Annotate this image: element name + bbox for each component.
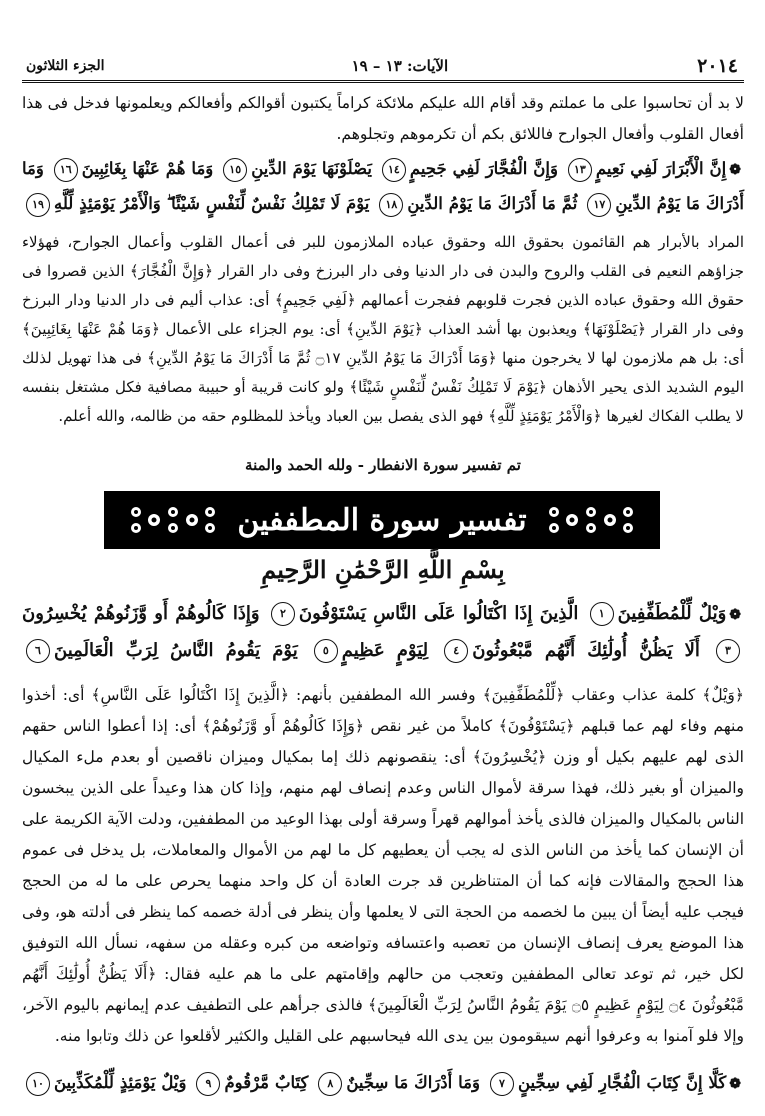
verse-number: ٣ [716, 639, 740, 663]
part-label: الجزء الثلاثون [26, 58, 105, 74]
verse-number: ١٩ [26, 193, 50, 217]
verse-text: وَإِنَّ الْفُجَّارَ لَفِي جَحِيمٍ [409, 159, 558, 178]
verse-number: ١٦ [54, 158, 78, 182]
quran-verses-block-3 [22, 1066, 744, 1101]
verse-number: ١٧ [587, 193, 611, 217]
quran-verses-block-1 [22, 152, 744, 220]
verse-number: ١٨ [379, 193, 403, 217]
ornament-icon [118, 500, 228, 540]
closing-line: تم تفسير سورة الانفطار - ولله الحمد والمنة [245, 456, 521, 474]
verse-text: الَّذِينَ إِذَا اكْتَالُوا عَلَى النَّاسِ يَسْتَوْفُونَ [298, 603, 579, 624]
verse-number: ١٣ [568, 158, 592, 182]
verse-text: كِتَابٌ مَّرْقُومٌ [224, 1073, 309, 1092]
verse-number: ١ [590, 602, 614, 626]
verse-number: ٤ [444, 639, 468, 663]
verse-text: يَوْمَ يَقُومُ النَّاسُ لِرَبِّ الْعَالَمِينَ [54, 640, 298, 661]
verse-text: وَإِذَا كَالُوهُمْ أَو وَّزَنُوهُمْ يُخْسِرُونَ [22, 603, 260, 624]
verse-number: ٧ [490, 1072, 514, 1096]
verse-number: ٨ [318, 1072, 342, 1096]
verse-text: يَوْمَ لَا تَمْلِكُ نَفْسٌ لِّنَفْسٍ شَيْئًا ۖ وَالْأَمْرُ يَوْمَئِذٍ لِّلَّهِ [54, 194, 370, 213]
verse-number: ٢ [271, 602, 295, 626]
verse-text: كَلَّا إِنَّ كِتَابَ الْفُجَّارِ لَفِي سِجِّينٍ [517, 1073, 727, 1092]
verse-number: ١٤ [382, 158, 406, 182]
verse-text: وَمَا أَدْرَاكَ مَا يَوْمُ الدِّينِ [22, 159, 744, 213]
verse-text: إِنَّ الْأَبْرَارَ لَفِي نَعِيمٍ [595, 159, 727, 178]
verse-number: ١٥ [223, 158, 247, 182]
basmala: بِسْمِ اللَّهِ الرَّحْمَٰنِ الرَّحِيمِ [261, 555, 505, 584]
verse-number: ١٠ [26, 1072, 50, 1096]
verse-ornament-icon: ❁ [729, 607, 741, 623]
surah-title-banner [104, 491, 660, 549]
verse-number: ٦ [26, 639, 50, 663]
verse-number: ٥ [314, 639, 338, 663]
page-number: ٢٠١٤ [697, 55, 738, 77]
verse-text: وَمَا هُمْ عَنْهَا بِغَائِبِينَ [81, 159, 214, 178]
commentary-paragraph-1: لا بد أن تحاسبوا على ما عملتم وقد أقام الله عليكم ملائكة كراماً يكتبون أقوالكم وأفعالكم ويعلمونها فدخل فى هذا أفعال القلوب وأفعال الجوارح فاللائق بكم أن تكرموهم وتجلوهم. [22, 94, 744, 143]
ornament-icon [536, 500, 646, 540]
surah-title: تفسير سورة المطففين [237, 502, 527, 538]
quran-verses-block-2 [22, 596, 744, 669]
verse-ornament-icon: ❁ [729, 162, 741, 178]
verse-text: وَمَا أَدْرَاكَ مَا سِجِّينٌ [346, 1073, 480, 1092]
verse-number: ٩ [196, 1072, 220, 1096]
page-header [22, 52, 744, 83]
commentary-paragraph-3: ﴿وَيْلٌ﴾ كلمة عذاب وعقاب ﴿لِّلْمُطَفِّفِينَ﴾ وفسر الله المطففين بأنهم: ﴿الَّذِينَ إِذَا اكْتَالُوا عَلَى النَّاسِ﴾ أى: أخذوا منهم وفاء لهم عما قبلهم ﴿يَسْتَوْفُونَ﴾ كاملاً من غير نقص ﴿وَإِذَا كَالُوهُمْ أَو وَّزَنُوهُمْ﴾ أى: إذا أعطوا الناس حقهم الذى لهم عليهم بكيل أو وزن ﴿يُخْسِرُونَ﴾ أى: ينقصونهم ذلك إما بمكيال وميزان ناقصين أو بعدم ملء المكيال والميزان أو بغير ذلك، فهذا سرقة لأموال الناس وعدم إنصاف لهم منهم، وإذا كان هذا وعيداً على الذين يبخسون الناس بالمكيال والميزان فالذى يأخذ أموالهم قهراً وسرقة أولى بهذا الوعيد من المطففين، ودلت الآية الكريمة على أن الإنسان كما يأخذ من الناس الذى له يجب أن يعطيهم كل ما لهم من الأموال والمعاملات، بل يدخل فى عموم هذا الحجج والمقالات فإنه كما أن المتناظرين قد جرت العادة أن كل واحد منهما يحرص على ما له من الحجج فيجب عليه أيضاً أن يبين ما لخصمه من الحجة التى لا يعلمها وأن ينظر فى أدلة خصمه كما ينظر فى أدلته هو، وفى هذا الموضع يعرف إنصاف الإنسان من تعصبه واعتسافه وتواضعه من كبره وعقله من سفهه، نسأل الله التوفيق لكل خير، ثم توعد تعالى المطففين وتعجب من حالهم وإقامتهم على ما هم عليه فقال: ﴿أَلَا يَظُنُّ أُولَٰئِكَ أَنَّهُم مَّبْعُوثُونَ ۝٤ لِيَوْمٍ عَظِيمٍ ۝٥ يَوْمَ يَقُومُ النَّاسُ لِرَبِّ الْعَالَمِينَ﴾ فالذى جرأهم على التطفيف عدم إيمانهم باليوم الآخر، وإلا فلو آمنوا به وعرفوا أنهم سيقومون بين يدى الله فيحاسبهم على القليل والكثير لأقلعوا عن ذلك وتابوا منه. [22, 686, 744, 1045]
verse-text: يَصْلَوْنَهَا يَوْمَ الدِّينِ [251, 159, 372, 178]
verse-text: لِيَوْمٍ عَظِيمٍ [341, 640, 429, 661]
verse-ornament-icon: ❁ [729, 1076, 741, 1092]
verses-range: الآيات: ١٣ – ١٩ [351, 57, 449, 75]
verse-text: أَلَا يَظُنُّ أُولَٰئِكَ أَنَّهُم مَّبْعُوثُونَ [472, 640, 700, 661]
commentary-paragraph-2: المراد بالأبرار هم القائمون بحقوق الله وحقوق عباده الملازمون للبر فى أعمال القلوب وأعمال الجوارح، فهؤلاء جزاؤهم النعيم فى القلب والروح والبدن فى دار الدنيا وفى دار البرزخ وفى دار القرار ﴿وَإِنَّ الْفُجَّارَ﴾ الذين قصروا فى حقوق الله وحقوق عباده الذين فجرت قلوبهم ففجرت أعمالهم ﴿لَفِي جَحِيمٍ﴾ أى: عذاب أليم فى دار الدنيا ودار البرزخ وفى دار القرار ﴿يَصْلَوْنَهَا﴾ ويعذبون بها أشد العذاب ﴿يَوْمَ الدِّينِ﴾ أى: يوم الجزاء على الأعمال ﴿وَمَا هُمْ عَنْهَا بِغَائِبِينَ﴾ أى: بل هم ملازمون لها لا يخرجون منها ﴿وَمَا أَدْرَاكَ مَا يَوْمُ الدِّينِ ۝١٧ ثُمَّ مَا أَدْرَاكَ مَا يَوْمُ الدِّينِ﴾ فى هذا تهويل لذلك اليوم الشديد الذى يحير الأذهان ﴿يَوْمَ لَا تَمْلِكُ نَفْسٌ لِّنَفْسٍ شَيْئًا﴾ ولو كانت قريبة أو حبيبة مصافية فكل مشتغل بنفسه لا يطلب الفكاك لغيرها ﴿وَالْأَمْرُ يَوْمَئِذٍ لِّلَّهِ﴾ فهو الذى يفصل بين العباد ويأخذ للمظلوم حقه من ظالمه، والله أعلم. [22, 233, 744, 425]
verse-text: ثُمَّ مَا أَدْرَاكَ مَا يَوْمُ الدِّينِ [407, 194, 578, 213]
verse-text: وَيْلٌ يَوْمَئِذٍ لِّلْمُكَذِّبِينَ [54, 1073, 187, 1092]
verse-text: وَيْلٌ لِّلْمُطَفِّفِينَ [617, 603, 727, 624]
